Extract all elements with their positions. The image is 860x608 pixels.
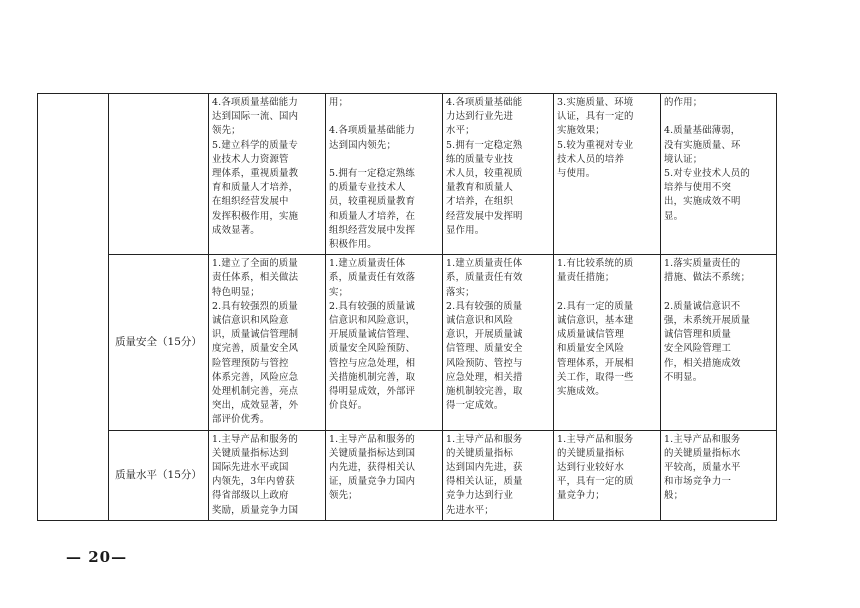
criteria-line: 达到国际一流、国内 (212, 111, 299, 123)
criteria-line: 5.对专业技术人员的 (664, 168, 750, 180)
criteria-line: 不明显。 (664, 371, 703, 383)
criteria-line: 达到行业较好水 (557, 462, 625, 474)
criteria-line: 成质量诚信管理 (557, 329, 625, 341)
criteria-cell (661, 430, 777, 520)
criteria-cell (209, 430, 326, 520)
indicator-label: 质量安全（15分） (109, 255, 209, 430)
criteria-line: 风险预防、管控与 (446, 357, 523, 369)
criteria-line: 实； (329, 286, 349, 298)
criteria-line: 实施效果； (557, 125, 605, 137)
criteria-line: 处理机制完善，亮点 (212, 386, 299, 398)
criteria-line: 和质量人才培养，在 (329, 210, 416, 222)
criteria-line: 措施、做法不系统； (664, 272, 751, 284)
criteria-line: 的关键质量指标 (557, 447, 625, 459)
criteria-line: 1.主导产品和服务的 (212, 433, 298, 445)
criteria-line: 成效显著。 (212, 224, 260, 236)
criteria-line: 出，实施成效不明 (664, 196, 741, 208)
criteria-line: 意识，开展质量诚 (446, 329, 523, 341)
criteria-line: 与使用。 (557, 168, 596, 180)
criteria-line: 4.各项质量基础能力 (212, 97, 298, 108)
criteria-line: 显。 (664, 210, 684, 222)
criteria-line: 特色明显； (212, 286, 260, 298)
criteria-line: 安全风险管理工 (664, 343, 732, 355)
criteria-line: 险管理预防与管控 (212, 357, 289, 369)
criteria-cell (209, 94, 326, 255)
criteria-line (557, 286, 657, 300)
criteria-line: 练的质量专业技 (446, 153, 514, 165)
criteria-line: 证，质量竞争力国内 (329, 476, 416, 488)
criteria-line: 开展质量诚信管理、 (329, 329, 416, 341)
criteria-line: 才培养，在组织 (446, 196, 514, 208)
criteria-cell (326, 430, 443, 520)
criteria-line: 经营发展中发挥明 (446, 210, 523, 222)
table-row (38, 94, 777, 255)
criteria-line: 信意识和风险意识， (329, 315, 416, 327)
criteria-line: 在组织经营发展中 (212, 196, 289, 208)
criteria-line: 的关键质量指标 (446, 447, 514, 459)
criteria-cell (443, 94, 554, 255)
criteria-line: 国际先进水平或国 (212, 462, 289, 474)
criteria-line: 理体系，重视质量教 (212, 168, 299, 180)
criteria-line (664, 286, 773, 300)
criteria-line: 平，具有一定的质 (557, 476, 634, 488)
criteria-line: 质量安全风险预防、 (329, 343, 416, 355)
criteria-line: 育和质量人才培养， (212, 182, 299, 194)
criteria-line: 先进水平； (446, 504, 494, 516)
criteria-cell (554, 430, 661, 520)
criteria-line: 5.较为重视对专业 (557, 139, 634, 151)
criteria-line: 积极作用。 (329, 239, 377, 251)
criteria-line: 关工作，取得一些 (557, 371, 634, 383)
criteria-line: 用； (329, 97, 349, 108)
criteria-line (329, 153, 439, 167)
criteria-line: 管控与应急处理，相 (329, 357, 416, 369)
criteria-line (664, 110, 773, 124)
criteria-line: 1.有比较系统的质 (557, 258, 634, 270)
criteria-line: 术人员，较重视质 (446, 168, 523, 180)
criteria-line: 得明显成效，外部评 (329, 386, 416, 398)
criteria-line: 5.拥有一定稳定熟 (446, 139, 523, 151)
criteria-line: 得相关认证，质量 (446, 476, 523, 488)
criteria-line: 4.各项质量基础能 (446, 97, 523, 108)
criteria-line: 部评价优秀。 (212, 414, 270, 426)
criteria-line: 2.质量诚信意识不 (664, 300, 741, 312)
criteria-line: 1.主导产品和服务的 (329, 433, 415, 445)
category-cell (38, 94, 109, 521)
criteria-line: 竞争力达到行业 (446, 490, 514, 502)
criteria-line: 奖励，质量竞争力国 (212, 504, 299, 516)
criteria-line: 显作用。 (446, 224, 485, 236)
criteria-line: 2.具有较强烈的质量 (212, 300, 298, 312)
criteria-cell (443, 430, 554, 520)
table-row (38, 430, 777, 520)
indicator-label (109, 94, 209, 255)
criteria-line: 内先进，获得相关认 (329, 462, 416, 474)
criteria-line: 关键质量指标达到国 (329, 447, 416, 459)
criteria-line: 5.建立科学的质量专 (212, 139, 298, 151)
criteria-line: 诚信意识，基本建 (557, 315, 634, 327)
criteria-line: 实施成效。 (557, 386, 605, 398)
criteria-line: 达到国内领先； (329, 139, 397, 151)
criteria-line: 2.具有较强的质量诚 (329, 300, 415, 312)
criteria-line: 量教育和质量人 (446, 182, 514, 194)
criteria-cell (443, 255, 554, 430)
criteria-cell (326, 255, 443, 430)
criteria-line: 关措施机制完善，取 (329, 371, 416, 383)
criteria-line: 量竞争力； (557, 490, 605, 502)
table-row (38, 255, 777, 430)
criteria-line: 诚信意识和风险 (446, 315, 514, 327)
criteria-line: 度完善，质量安全风 (212, 343, 299, 355)
evaluation-criteria-table (37, 93, 777, 521)
criteria-cell (209, 255, 326, 430)
criteria-line: 的作用； (664, 97, 703, 108)
criteria-cell (326, 94, 443, 255)
criteria-line: 发挥积极作用，实施 (212, 210, 299, 222)
criteria-line (329, 110, 439, 124)
criteria-line: 和市场竞争力一 (664, 476, 732, 488)
criteria-line: 识，质量诚信管理制 (212, 329, 299, 341)
criteria-line: 得省部级以上政府 (212, 490, 289, 502)
criteria-line: 量责任措施； (557, 272, 615, 284)
criteria-line: 的质量专业技术人 (329, 182, 406, 194)
criteria-line: 1.建立了全面的质量 (212, 258, 298, 270)
criteria-line: 信管理、质量安全 (446, 343, 523, 355)
criteria-line: 1.主导产品和服务 (557, 433, 634, 445)
criteria-line: 系，质量责任有效落 (329, 272, 416, 284)
criteria-line: 施机制较完善，取 (446, 386, 523, 398)
criteria-line: 般； (664, 490, 684, 502)
criteria-cell (661, 94, 777, 255)
criteria-line: 领先； (329, 490, 358, 502)
page-number: — 20— (66, 548, 128, 566)
criteria-line: 领先； (212, 125, 241, 137)
criteria-line: 1.建立质量责任体 (329, 258, 406, 270)
criteria-line: 平较高，质量水平 (664, 462, 741, 474)
criteria-cell (661, 255, 777, 430)
criteria-line: 1.落实质量责任的 (664, 258, 741, 270)
criteria-line: 和质量安全风险 (557, 343, 625, 355)
criteria-line: 诚信管理和质量 (664, 329, 732, 341)
criteria-line: 培养与使用不突 (664, 182, 732, 194)
criteria-line: 应急处理，相关措 (446, 371, 523, 383)
criteria-line: 价良好。 (329, 400, 368, 412)
criteria-line: 强，未系统开展质量 (664, 315, 751, 327)
criteria-line: 系，质量责任有效 (446, 272, 523, 284)
criteria-line: 4.各项质量基础能力 (329, 125, 415, 137)
criteria-line: 3.实施质量、环境 (557, 97, 634, 108)
criteria-line: 1.建立质量责任体 (446, 258, 523, 270)
criteria-line: 1.主导产品和服务 (446, 433, 523, 445)
criteria-cell (554, 94, 661, 255)
criteria-line: 力达到行业先进 (446, 111, 514, 123)
criteria-line: 得一定成效。 (446, 400, 504, 412)
criteria-line: 水平； (446, 125, 475, 137)
criteria-line: 4.质量基础薄弱， (664, 125, 741, 137)
criteria-line: 作，相关措施成效 (664, 357, 741, 369)
criteria-line: 技术人员的培养 (557, 153, 625, 165)
criteria-line: 没有实施质量、环 (664, 139, 741, 151)
criteria-line: 责任体系，相关做法 (212, 272, 299, 284)
criteria-line: 突出，成效显著，外 (212, 400, 299, 412)
criteria-line: 诚信意识和风险意 (212, 315, 289, 327)
criteria-line: 1.主导产品和服务 (664, 433, 741, 445)
criteria-line: 2.具有一定的质量 (557, 300, 634, 312)
criteria-line: 员，较重视质量教育 (329, 196, 416, 208)
criteria-line: 组织经营发展中发挥 (329, 224, 416, 236)
criteria-line: 5.拥有一定稳定熟练 (329, 168, 415, 180)
criteria-line: 体系完善，风险应急 (212, 371, 299, 383)
criteria-cell (554, 255, 661, 430)
criteria-line: 管理体系，开展相 (557, 357, 634, 369)
criteria-line: 达到国内先进，获 (446, 462, 523, 474)
criteria-line: 的关键质量指标水 (664, 447, 741, 459)
criteria-line: 落实； (446, 286, 475, 298)
indicator-label: 质量水平（15分） (109, 430, 209, 520)
criteria-line: 业技术人力资源管 (212, 153, 289, 165)
criteria-line: 境认证； (664, 153, 703, 165)
criteria-line: 2.具有较强的质量 (446, 300, 523, 312)
criteria-line: 认证，具有一定的 (557, 111, 634, 123)
criteria-line: 内领先，3年内曾获 (212, 476, 295, 488)
criteria-line: 关键质量指标达到 (212, 447, 289, 459)
